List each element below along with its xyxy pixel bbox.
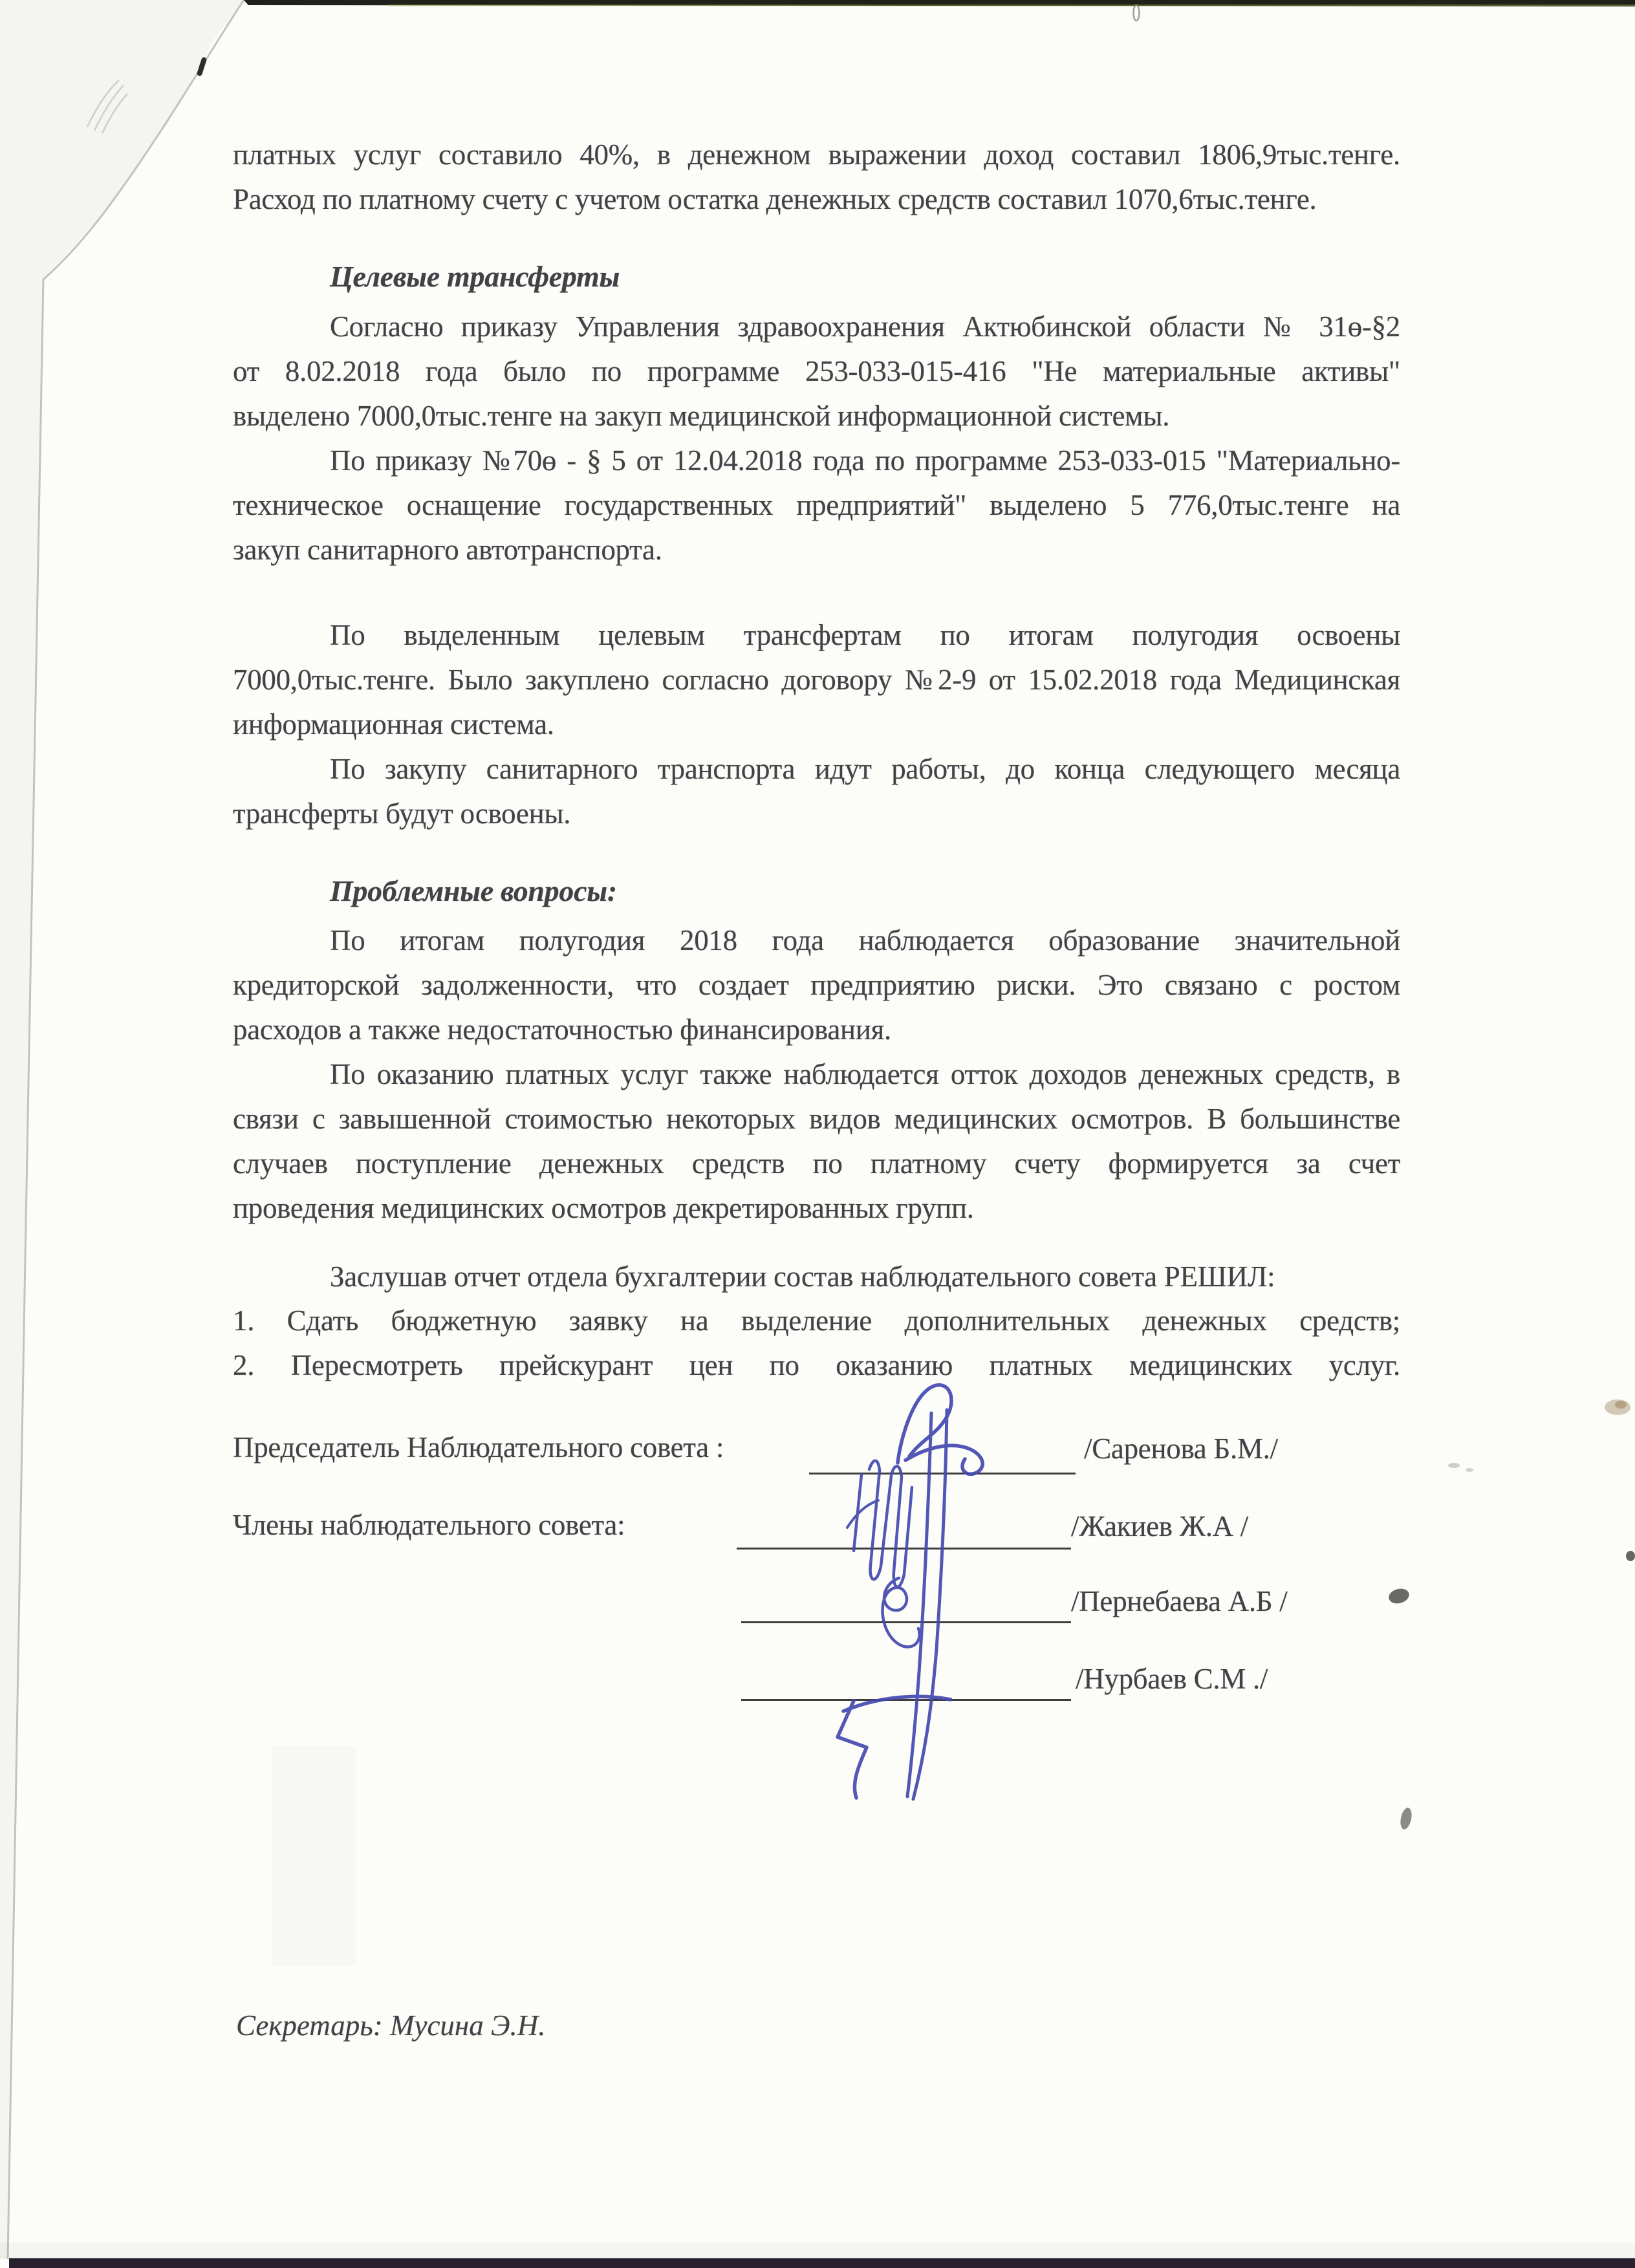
text-line: случаев поступление денежных средств по платному счету формируется за счет (233, 1147, 1400, 1180)
speck-dark-left (1387, 1586, 1411, 1606)
folded-corner-region (0, 0, 244, 2259)
signature-stroke-top-loop (898, 1385, 982, 1474)
member-name-2: /Пернебаева А.Б / (1071, 1585, 1288, 1617)
text-line: проведения медицинских осмотров декретированных групп. (233, 1192, 974, 1224)
signature-ink (802, 1377, 1061, 1804)
speck-tan-core (1615, 1401, 1627, 1409)
text-line: трансферты будут освоены. (233, 797, 571, 830)
paragraph-transfer-use-2 (233, 747, 1400, 836)
text-line: По выделенным целевым трансфертам по итогам полугодия освоены (330, 619, 1400, 651)
member-name-3: /Нурбаев С.М ./ (1076, 1663, 1268, 1695)
paragraph-problems-1 (233, 918, 1400, 1052)
text-line: Расход по платному счету с учетом остатка денежных средств составил 1070,6тыс.тенге. (233, 183, 1317, 215)
chairman-label: Председатель Наблюдательного совета : (233, 1431, 724, 1463)
signature-stroke-descenders (907, 1410, 947, 1799)
top-edge-green-tint (388, 5, 1635, 6)
decision-list (233, 1299, 1400, 1388)
text-line: техническое оснащение государственных предприятий" выделено 5 776,0тыс.тенге на (233, 489, 1400, 521)
text-line: связи с завышенной стоимостью некоторых видов медицинских осмотров. В большинстве (233, 1103, 1400, 1135)
paragraph-resolution (233, 1255, 1400, 1299)
text-line: выделено 7000,0тыс.тенге на закуп медицинской информационной системы. (233, 400, 1170, 432)
text-line: Согласно приказу Управления здравоохранения Актюбинской области № 31ө-§2 (330, 310, 1400, 343)
text-line: По закупу санитарного транспорта идут работы, до конца следующего месяца (330, 753, 1400, 785)
fold-edge-line (8, 0, 244, 2259)
signature-stroke-zigzag (854, 1461, 912, 1587)
text-line: от 8.02.2018 года было по программе 253-033-015-416 "Не материальные активы" (233, 355, 1400, 387)
section-heading-target-transfers: Целевые трансферты (330, 260, 620, 293)
secretary-line: Секретарь: Мусина Э.Н. (236, 2009, 546, 2042)
text-line: 7000,0тыс.тенге. Было закуплено согласно договору №2-9 от 15.02.2018 года Медицинская (233, 664, 1400, 696)
members-label: Члены наблюдательного совета: (233, 1509, 625, 1541)
paragraph-intro (233, 133, 1400, 222)
text-line: кредиторской задолженности, что создает предприятию риски. Это связано с ростом (233, 969, 1400, 1001)
paragraph-transfer-order-2 (233, 438, 1400, 572)
member-name-1: /Жакиев Ж.А / (1071, 1510, 1249, 1542)
text-line: платных услуг составило 40%, в денежном выражении доход составил 1806,9тыс.тенге. (233, 138, 1400, 171)
droplet-artifact (1134, 5, 1140, 21)
speck-right-edge (1626, 1551, 1635, 1561)
paragraph-transfer-order-1 (233, 305, 1400, 438)
text-line: расходов а также недостаточностью финансирования. (233, 1013, 891, 1046)
faint-streak-band (272, 1746, 356, 1966)
text-line: По приказу №70ө - § 5 от 12.04.2018 года по программе 253-033-015 "Материально- (330, 444, 1400, 477)
text-line: 1. Сдать бюджетную заявку на выделение дополнительных денежных средств; (233, 1304, 1400, 1337)
bottom-edge-dark-strip (9, 2258, 1635, 2268)
paragraph-transfer-use-1 (233, 613, 1400, 747)
speck-dark-lower (1399, 1807, 1414, 1831)
text-line: По итогам полугодия 2018 года наблюдается образование значительной (330, 924, 1400, 956)
speck-faint-1 (1448, 1463, 1460, 1468)
section-heading-problem-issues: Проблемные вопросы: (330, 874, 617, 907)
text-line: информационная система. (233, 708, 554, 740)
signature-stroke-bottom-cross (838, 1696, 951, 1798)
text-line: закуп санитарного автотранспорта. (233, 534, 662, 566)
text-line: По оказанию платных услуг также наблюдается отток доходов денежных средств, в (330, 1058, 1400, 1090)
text-line: Заслушав отчет отдела бухгалтерии состав наблюдательного совета РЕШИЛ: (330, 1260, 1275, 1293)
bottom-edge-shadow (0, 2243, 1635, 2258)
text-line: 2. Пересмотреть прейскурант цен по оказанию платных медицинских услуг. (233, 1349, 1400, 1381)
speck-faint-2 (1466, 1468, 1473, 1472)
signature-stroke-mid-loop (883, 1578, 920, 1647)
chairman-name: /Саренова Б.М./ (1084, 1432, 1278, 1465)
paragraph-problems-2 (233, 1052, 1400, 1231)
